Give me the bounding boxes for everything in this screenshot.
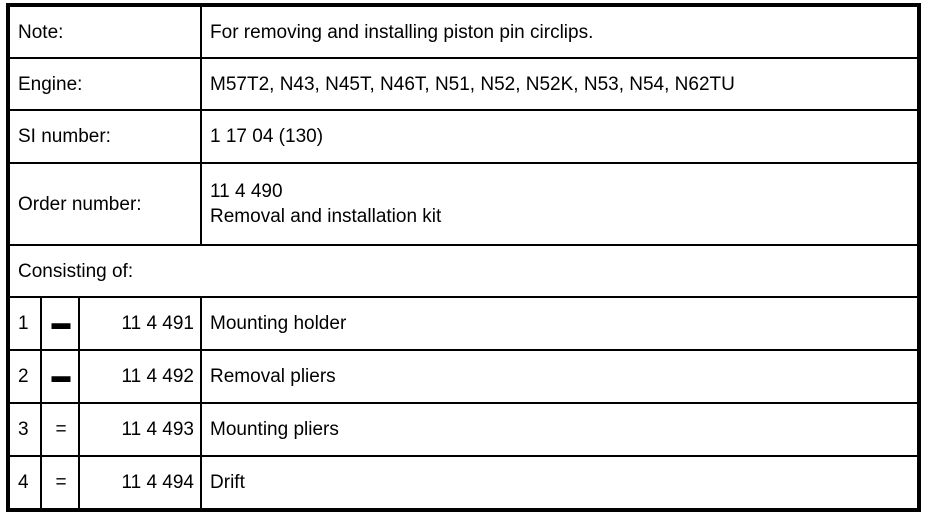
- item-name: Drift: [201, 456, 918, 509]
- engine-label: Engine:: [9, 58, 201, 110]
- item-part-number: 11 4 494: [79, 456, 201, 509]
- order-number-label: Order number:: [9, 163, 201, 245]
- table-row: [9, 297, 918, 350]
- table-row: [9, 403, 918, 456]
- item-mark: ▬: [41, 297, 79, 350]
- item-number: 3: [9, 403, 41, 456]
- si-number-label: SI number:: [9, 110, 201, 163]
- note-value: For removing and installing piston pin circlips.: [201, 6, 918, 58]
- item-name: Mounting pliers: [201, 403, 918, 456]
- engine-row: [9, 58, 918, 110]
- order-number-code: 11 4 490: [210, 181, 283, 202]
- order-number-description: Removal and installation kit: [210, 206, 442, 227]
- item-number: 4: [9, 456, 41, 509]
- item-part-number: 11 4 491: [79, 297, 201, 350]
- consisting-of-label: Consisting of:: [9, 245, 918, 297]
- item-number: 2: [9, 350, 41, 403]
- item-name: Removal pliers: [201, 350, 918, 403]
- item-part-number: 11 4 492: [79, 350, 201, 403]
- item-number: 1: [9, 297, 41, 350]
- item-part-number: 11 4 493: [79, 403, 201, 456]
- special-tool-table: [8, 5, 919, 510]
- si-number-row: [9, 110, 918, 163]
- si-number-value: 1 17 04 (130): [201, 110, 918, 163]
- order-number-value: [201, 163, 918, 245]
- note-label: Note:: [9, 6, 201, 58]
- table-row: [9, 456, 918, 509]
- item-mark: =: [41, 456, 79, 509]
- item-mark: =: [41, 403, 79, 456]
- note-row: [9, 6, 918, 58]
- item-name: Mounting holder: [201, 297, 918, 350]
- item-mark: ▬: [41, 350, 79, 403]
- engine-value: M57T2, N43, N45T, N46T, N51, N52, N52K, N53, N54, N62TU: [201, 58, 918, 110]
- order-number-row: [9, 163, 918, 245]
- table-row: [9, 350, 918, 403]
- consisting-of-row: [9, 245, 918, 297]
